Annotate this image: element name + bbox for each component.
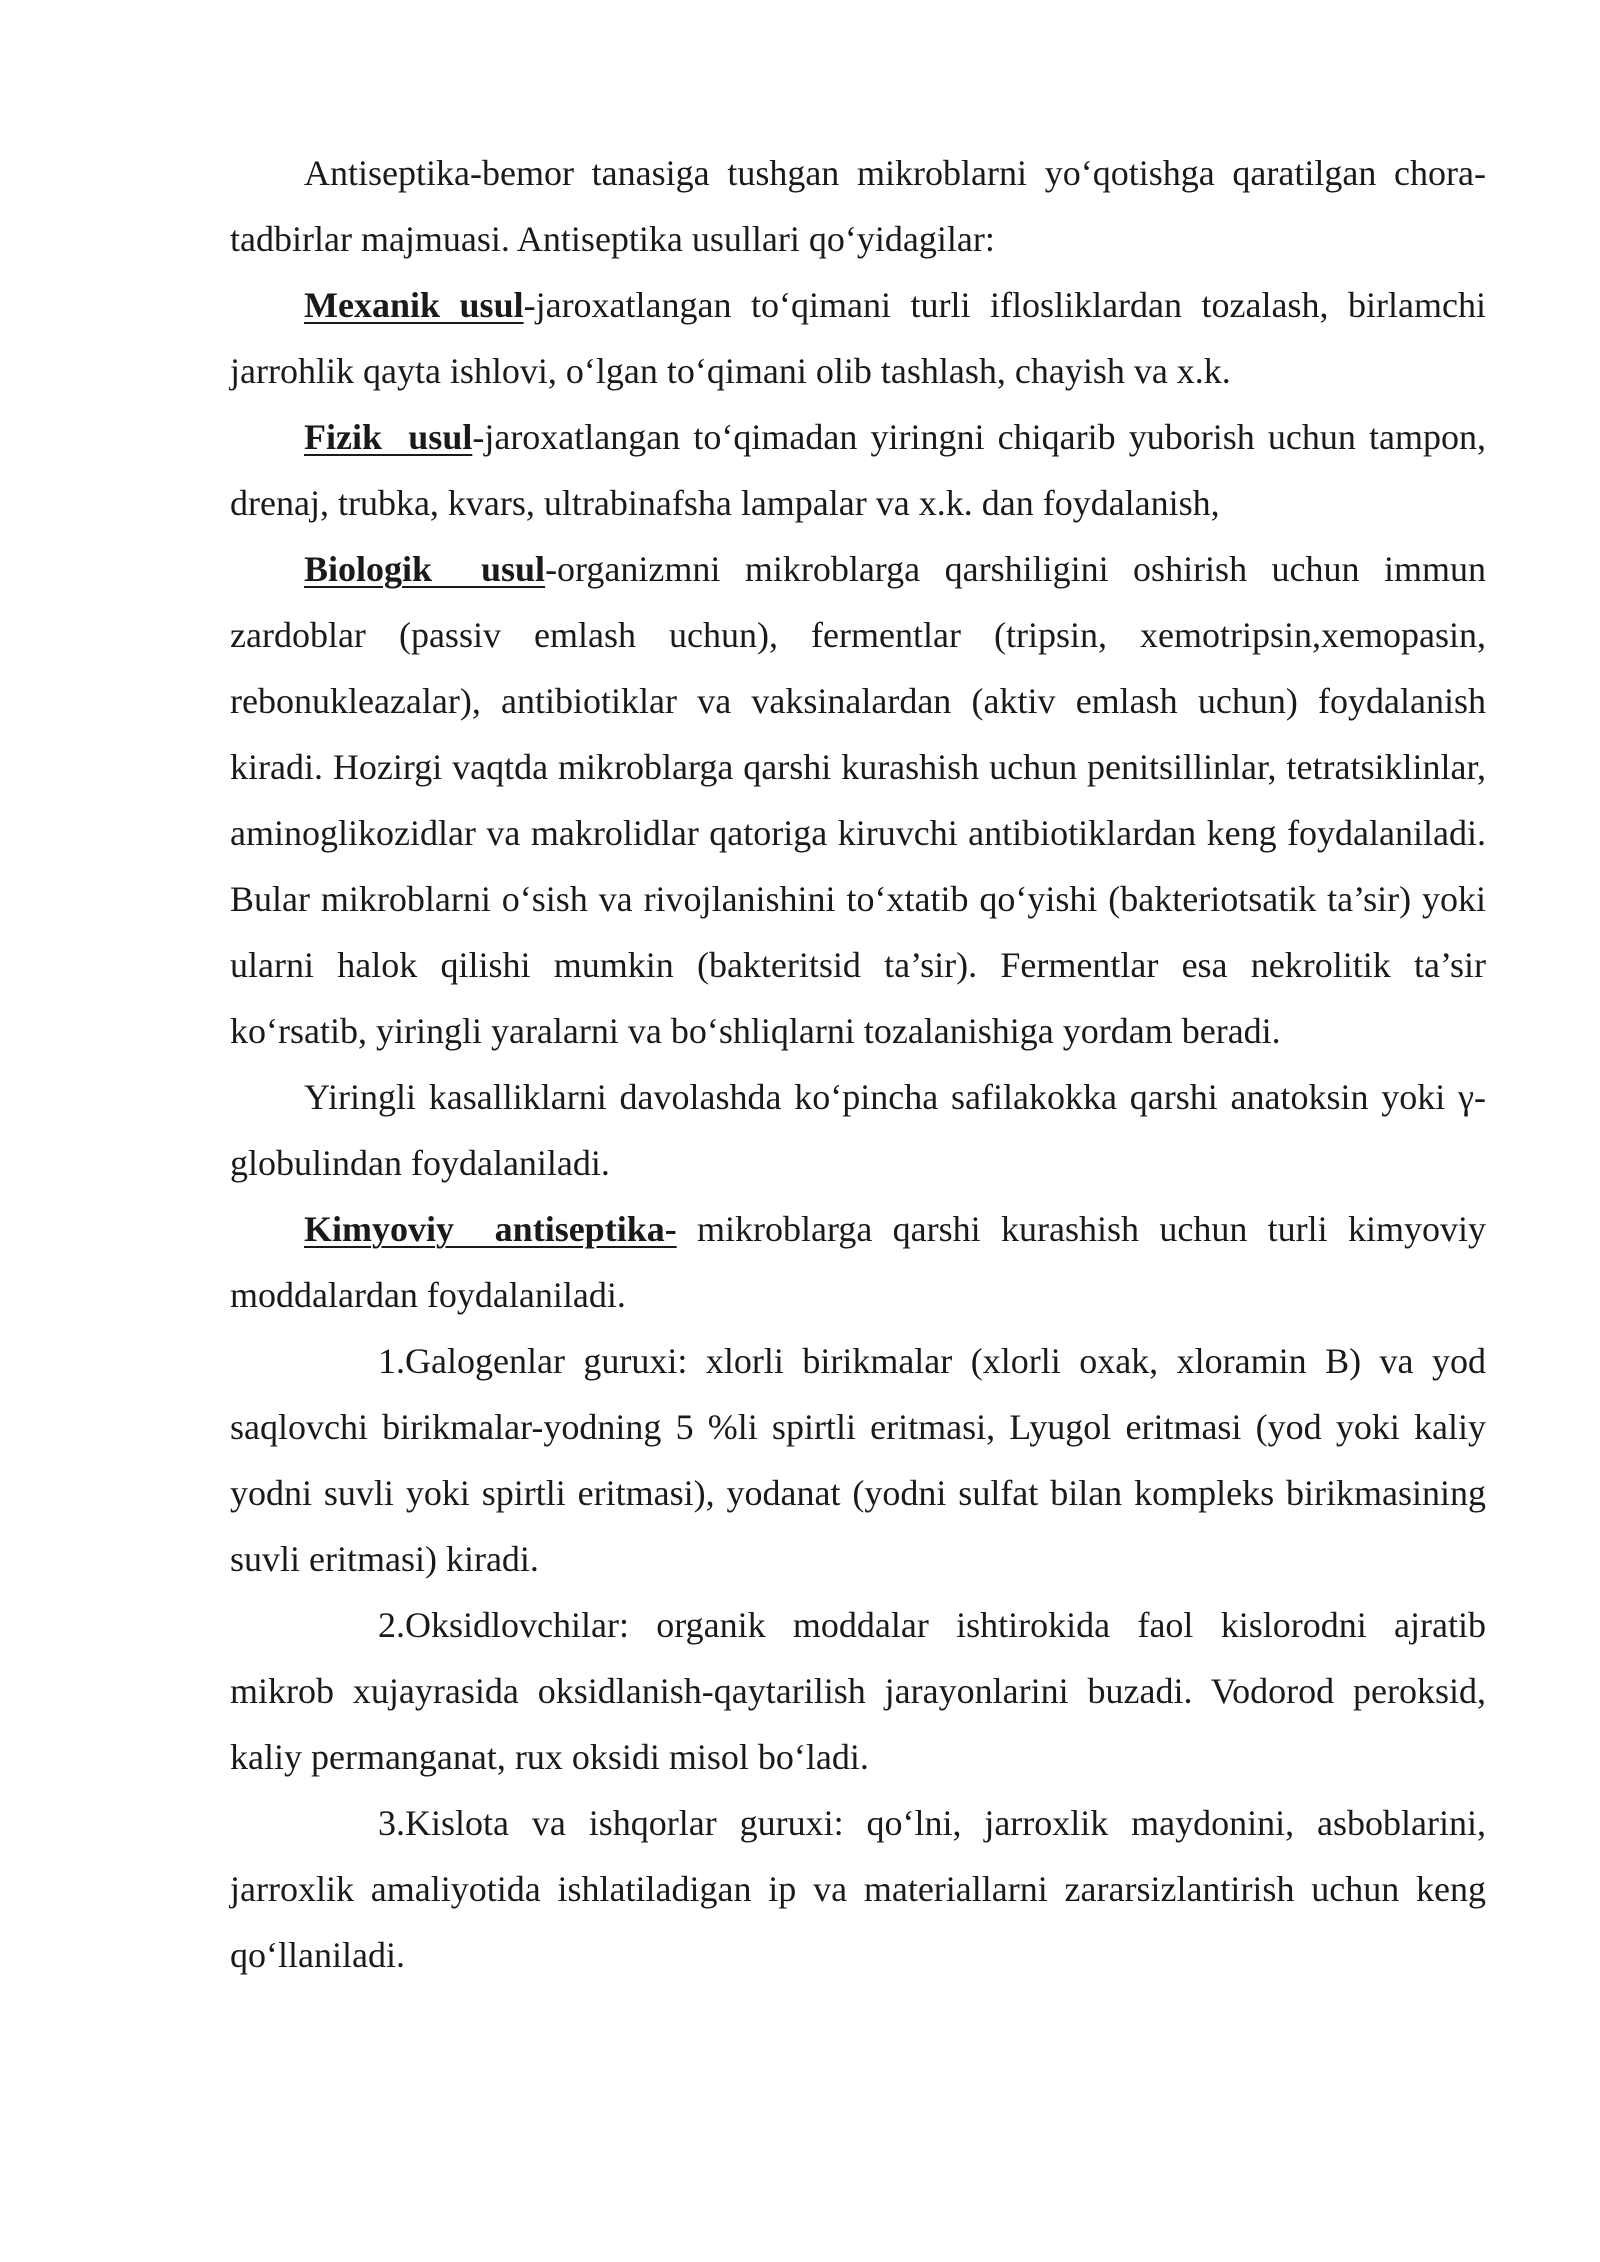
document-body — [230, 140, 1486, 1988]
paragraph-yiringli-kasalliklar — [230, 1064, 1486, 1196]
list-item-text: Galogenlar guruxi: xlorli birikmalar (xlorli oxak, xloramin B) va yod saqlovchi birikmalar-yodning 5 %li spirtli eritmasi, Lyugol eritmasi (yod yoki kaliy yodni suvli yoki spirtli eritmasi), yodanat (yodni sulfat bilan kompleks birikmasining suvli eritmasi) kiradi. — [230, 1341, 1486, 1579]
term-kimyoviy-antiseptika: Kimyoviy antiseptika- — [304, 1209, 677, 1249]
paragraph-text: -jaroxatlangan to‘qimani turli iflosliklardan tozalash, birlamchi jarrohlik qayta ishlovi, o‘lgan to‘qimani olib tashlash, chayish va x.k. — [230, 285, 1486, 391]
term-fizik-usul: Fizik usul — [304, 417, 473, 457]
list-item — [230, 1790, 1486, 1988]
list-item-number: 1. — [378, 1341, 405, 1381]
list-item-text: Oksidlovchilar: organik moddalar ishtirokida faol kislorodni ajratib mikrob xujayrasida oksidlanish-qaytarilish jarayonlarini buzadi. Vodorod peroksid, kaliy permanganat, rux oksidi misol bo‘ladi. — [230, 1605, 1486, 1777]
term-mexanik-usul: Mexanik usul — [304, 285, 524, 325]
list-item-number: 2. — [378, 1605, 405, 1645]
list-item — [230, 1592, 1486, 1790]
paragraph-text: -jaroxatlangan to‘qimadan yiringni chiqarib yuborish uchun tampon, drenaj, trubka, kvars, ultrabinafsha lampalar va x.k. dan foydalanish, — [230, 417, 1486, 523]
paragraph-antiseptika-definition — [230, 140, 1486, 272]
paragraph-mexanik-usul — [230, 272, 1486, 404]
paragraph-text: -organizmni mikroblarga qarshiligini oshirish uchun immun zardoblar (passiv emlash uchun), fermentlar (tripsin, xemotripsin,xemopasin, rebonukleazalar), antibiotiklar va vaksinalardan (aktiv emlash uchun) foydalanish kiradi. Hozirgi vaqtda mikroblarga qarshi kurashish uchun penitsillinlar, tetratsiklinlar, aminoglikozidlar va makrolidlar qatoriga kiruvchi antibiotiklardan keng foydalaniladi. Bular mikroblarni o‘sish va rivojlanishini to‘xtatib qo‘yishi (bakteriotsatik ta’sir) yoki ularni halok qilishi mumkin (bakteritsid ta’sir). Fermentlar esa nekrolitik ta’sir ko‘rsatib, yiringli yaralarni va bo‘shliqlarni tozalanishiga yordam beradi. — [230, 549, 1487, 1051]
paragraph-text: Antiseptika-bemor tanasiga tushgan mikroblarni yo‘qotishga qaratilgan chora-tadbirlar majmuasi. Antiseptika usullari qo‘yidagilar: — [230, 153, 1486, 259]
paragraph-fizik-usul — [230, 404, 1486, 536]
list-item-text: Kislota va ishqorlar guruxi: qo‘lni, jarroxlik maydonini, asboblarini, jarroxlik amaliyotida ishlatiladigan ip va materiallarni zararsizlantirish uchun keng qo‘llaniladi. — [230, 1803, 1486, 1975]
paragraph-biologik-usul — [230, 536, 1486, 1064]
term-biologik-usul: Biologik usul — [304, 549, 546, 589]
paragraph-text: mikroblarga qarshi kurashish uchun turli kimyoviy moddalardan foydalaniladi. — [230, 1209, 1486, 1315]
paragraph-text: Yiringli kasalliklarni davolashda ko‘pincha safilakokka qarshi anatoksin yoki γ-globulindan foydalaniladi. — [230, 1077, 1486, 1183]
list-item-number: 3. — [378, 1803, 405, 1843]
paragraph-kimyoviy-antiseptika — [230, 1196, 1486, 1328]
list-item — [230, 1328, 1486, 1592]
